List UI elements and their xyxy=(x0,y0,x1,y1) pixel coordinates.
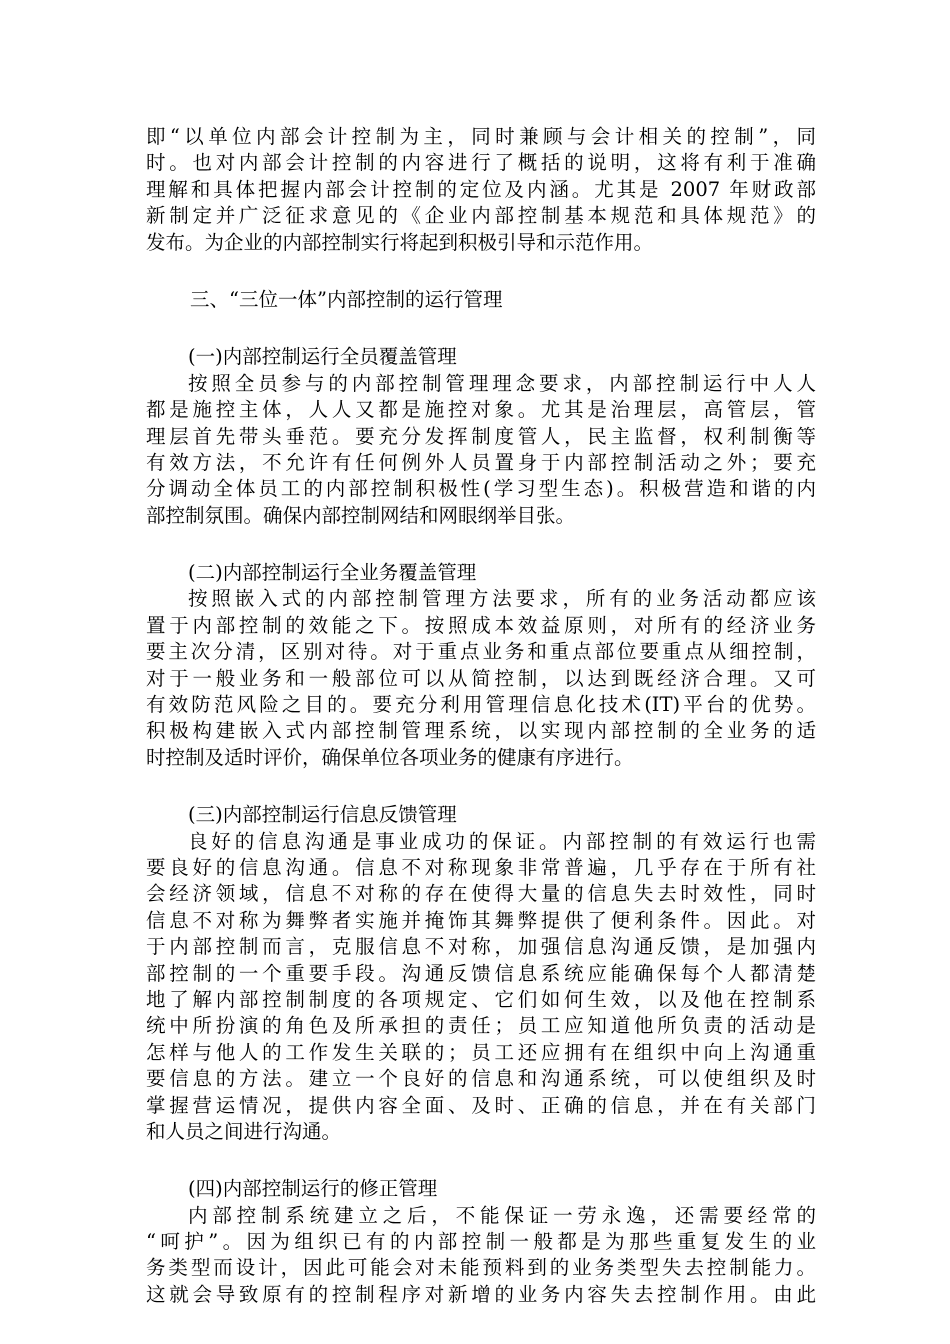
text-line: 会经济领域，信息不对称的存在使得大量的信息失去时效性，同时 xyxy=(146,882,816,906)
subsection-heading: (三)内部控制运行信息反馈管理 xyxy=(188,803,457,827)
text-line: 理层首先带头垂范。要充分发挥制度管人，民主监督，权利制衡等 xyxy=(146,424,816,448)
text-line: 分调动全体员工的内部控制积极性(学习型生态)。积极营造和谐的内 xyxy=(146,477,816,501)
text-line: 要主次分清，区别对待。对于重点业务和重点部位要重点从细控制， xyxy=(146,640,816,664)
text-line: 按照嵌入式的内部控制管理方法要求，所有的业务活动都应该 xyxy=(188,587,816,611)
text-line: 即“以单位内部会计控制为主，同时兼顾与会计相关的控制”，同 xyxy=(146,125,816,148)
text-line: 统中所扮演的角色及所承担的责任；员工应知道他所负责的活动是 xyxy=(146,1014,816,1038)
text-line: 时控制及适时评价，确保单位各项业务的健康有序进行。 xyxy=(146,745,634,769)
text-line: 有效防范风险之目的。要充分利用管理信息化技术(IT)平台的优势。 xyxy=(146,693,816,717)
text-line: 按照全员参与的内部控制管理理念要求，内部控制运行中人人 xyxy=(188,371,816,395)
text-line: 部控制氛围。确保内部控制网结和网眼纲举目张。 xyxy=(146,503,576,527)
text-line: 置于内部控制的效能之下。按照成本效益原则，对所有的经济业务 xyxy=(146,613,816,637)
text-line: 对于一般业务和一般部位可以从简控制，以达到既经济合理。又可 xyxy=(146,666,816,690)
subsection-2 xyxy=(146,560,816,771)
subsection-3 xyxy=(146,802,816,1145)
text-line: 新制定并广泛征求意见的《企业内部控制基本规范和具体规范》的 xyxy=(146,204,816,228)
text-line: 和人员之间进行沟通。 xyxy=(146,1119,342,1143)
intro-paragraph xyxy=(146,124,816,256)
subsection-heading: (四)内部控制运行的修正管理 xyxy=(188,1177,438,1201)
subsection-heading: (一)内部控制运行全员覆盖管理 xyxy=(188,345,457,369)
section-title: 三、“三位一体”内部控制的运行管理 xyxy=(190,287,503,311)
text-line: 内部控制系统建立之后，不能保证一劳永逸，还需要经常的 xyxy=(188,1203,816,1227)
text-line: 部控制的一个重要手段。沟通反馈信息系统应能确保每个人都清楚 xyxy=(146,961,816,985)
text-line: 这就会导致原有的控制程序对新增的业务内容失去控制作用。由此 xyxy=(146,1282,816,1306)
text-line: “呵护”。因为组织已有的内部控制一般都是为那些重复发生的业 xyxy=(146,1230,816,1254)
text-line: 要良好的信息沟通。信息不对称现象非常普遍，几乎存在于所有社 xyxy=(146,855,816,879)
text-line: 时。也对内部会计控制的内容进行了概括的说明，这将有利于准确 xyxy=(146,151,816,175)
text-line: 要信息的方法。建立一个良好的信息和沟通系统，可以使组织及时 xyxy=(146,1067,816,1091)
text-line: 信息不对称为舞弊者实施并掩饰其舞弊提供了便利条件。因此。对 xyxy=(146,908,816,932)
text-line: 地了解内部控制制度的各项规定、它们如何生效，以及他在控制系 xyxy=(146,987,816,1011)
text-line: 良好的信息沟通是事业成功的保证。内部控制的有效运行也需 xyxy=(188,829,816,853)
text-line: 务类型而设计，因此可能会对未能预料到的业务类型失去控制能力。 xyxy=(146,1256,816,1280)
text-line: 发布。为企业的内部控制实行将起到积极引导和示范作用。 xyxy=(146,230,654,254)
text-line: 都是施控主体，人人又都是施控对象。尤其是治理层，高管层，管 xyxy=(146,398,816,422)
subsection-heading: (二)内部控制运行全业务覆盖管理 xyxy=(188,561,477,585)
subsection-4 xyxy=(146,1176,816,1308)
document-page xyxy=(146,124,816,1308)
text-line: 积极构建嵌入式内部控制管理系统，以实现内部控制的全业务的适 xyxy=(146,719,816,743)
subsection-1 xyxy=(146,344,816,529)
text-line: 于内部控制而言，克服信息不对称，加强信息沟通反馈，是加强内 xyxy=(146,935,816,959)
text-line: 掌握营运情况，提供内容全面、及时、正确的信息，并在有关部门 xyxy=(146,1093,816,1117)
text-line: 理解和具体把握内部会计控制的定位及内涵。尤其是 2007 年财政部 xyxy=(146,177,816,201)
text-line: 有效方法，不允许有任何例外人员置身于内部控制活动之外；要充 xyxy=(146,450,816,474)
text-line: 怎样与他人的工作发生关联的；员工还应拥有在组织中向上沟通重 xyxy=(146,1040,816,1064)
